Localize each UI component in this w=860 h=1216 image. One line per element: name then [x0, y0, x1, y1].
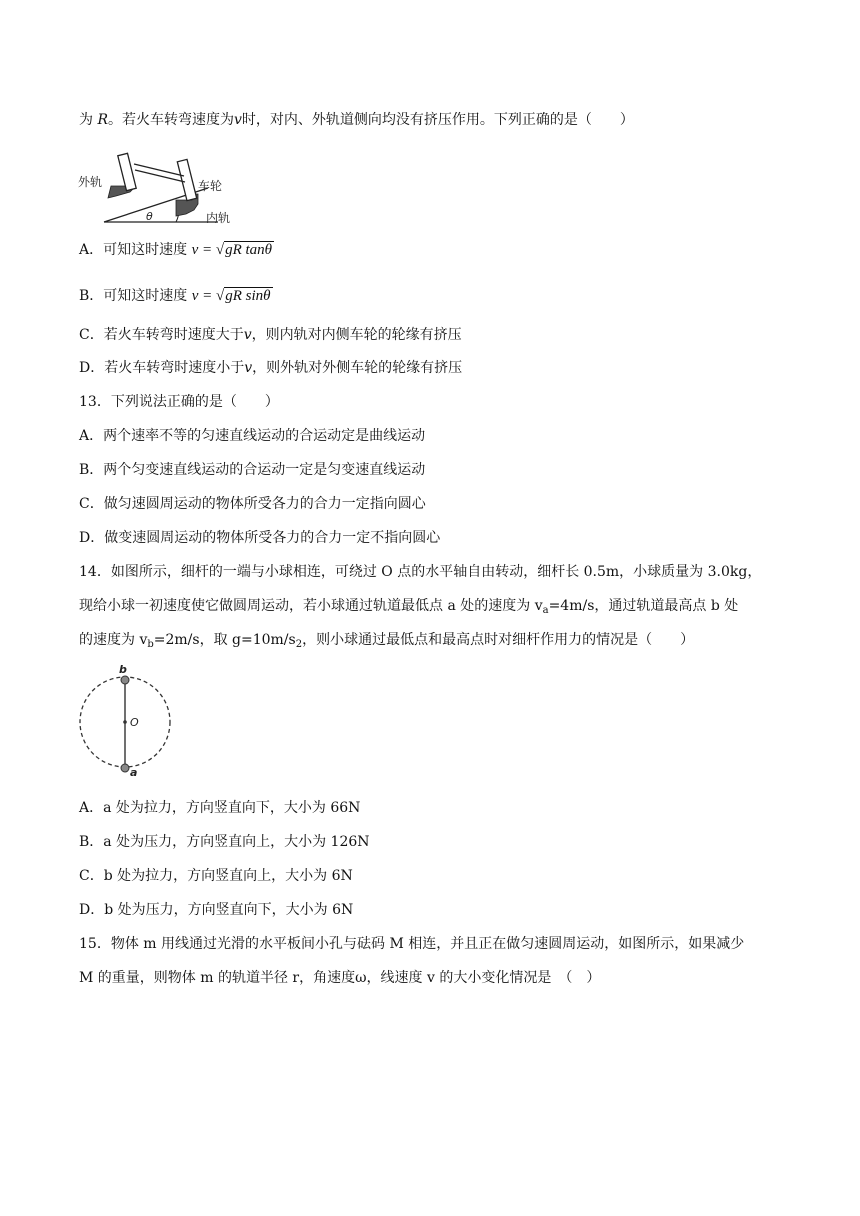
q12-option-c [79, 325, 462, 345]
q12-option-c-text-2: ，则内轨对内侧车轮的轮缘有挤压 [251, 327, 462, 343]
q12-stem-tail [79, 110, 634, 130]
q14-label-o: O [130, 716, 139, 729]
q14-label-b: b [119, 663, 127, 676]
q14-stem-line-2 [79, 596, 738, 621]
q12-option-c-text-1: C．若火车转弯时速度大于 [79, 327, 244, 343]
q13-stem: 13．下列说法正确的是（ ） [79, 394, 279, 410]
q12-stem-text-1: 为 [79, 112, 98, 128]
q15-stem-line-2: M 的重量，则物体 m 的轨道半径 r，角速度ω，线速度 v 的大小变化情况是 （ ） [79, 970, 601, 986]
q15-stem-line-1: 15．物体 m 用线通过光滑的水平板间小孔与砝码 M 相连，并且正在做匀速圆周运动，如图所示，如果减少 [79, 936, 745, 952]
q12-option-b: B．可知这时速度 v = √gR sinθ [79, 288, 271, 304]
q14-option-b: B．a 处为压力，方向竖直向上，大小为 126N [79, 834, 370, 850]
q14-circle-figure [76, 662, 180, 780]
q14-line3-text-2: =2m/s，取 g=10m/s [153, 632, 296, 648]
q12-stem-text-3: 时，对内、外轨道侧向均没有挤压作用。下列正确的是（ ） [241, 112, 634, 128]
q12-option-b-lhs: v = [191, 288, 217, 304]
q12-radius-symbol: R [97, 112, 108, 128]
q12-inner-rail-label: 内轨 [206, 211, 231, 225]
q12-option-d-text-2: ，则外轨对外侧车轮的轮缘有挤压 [252, 360, 463, 376]
q13-option-a: A．两个速率不等的匀速直线运动的合运动定是曲线运动 [79, 428, 426, 444]
q12-wheel-label: 车轮 [198, 179, 223, 193]
q12-option-d-text-1: D．若火车转弯时速度小于 [79, 360, 245, 376]
q14-line2-sub: a [542, 605, 549, 616]
q12-option-a-lhs: v = [191, 242, 216, 258]
q14-line3-sub-2: 2 [295, 639, 303, 650]
q14-stem-line-3 [79, 630, 694, 655]
q12-option-d-v: v [244, 360, 253, 376]
q12-option-a-radicand: gR tanθ [225, 242, 273, 258]
q14-option-c: C．b 处为拉力，方向竖直向上，大小为 6N [79, 868, 353, 884]
q12-option-d [79, 358, 462, 378]
q14-line3-sub-1: b [147, 639, 154, 650]
q13-option-c: C．做匀速圆周运动的物体所受各力的合力一定指向圆心 [79, 496, 426, 512]
q12-option-b-text: B．可知这时速度 [79, 288, 192, 304]
q12-option-b-radicand: gR sinθ [225, 288, 271, 304]
q12-angle-label: θ [146, 210, 153, 223]
q14-line2-text-1: 现给小球一初速度使它做圆周运动，若小球通过轨道最低点 a 处的速度为 v [79, 598, 543, 614]
q13-option-b: B．两个匀变速直线运动的合运动一定是匀变速直线运动 [79, 462, 426, 478]
q14-line3-text-1: 的速度为 v [79, 632, 148, 648]
q12-train-rail-figure [78, 140, 248, 228]
q14-option-a: A．a 处为拉力，方向竖直向下，大小为 66N [79, 800, 361, 816]
q12-option-a-text: A．可知这时速度 [79, 242, 192, 258]
q14-line3-text-3: ，则小球通过最低点和最高点时对细杆作用力的情况是（ ） [302, 632, 695, 648]
q14-line2-text-2: =4m/s，通过轨道最高点 b 处 [548, 598, 739, 614]
q12-option-c-v: v [243, 327, 252, 343]
q12-speed-symbol: v [234, 112, 242, 128]
q13-option-d: D．做变速圆周运动的物体所受各力的合力一定不指向圆心 [79, 530, 441, 546]
q12-option-a: A．可知这时速度 v = √gR tanθ [79, 242, 273, 258]
q12-stem-text-2: 。若火车转弯速度为 [108, 112, 234, 128]
q14-stem-line-1: 14．如图所示，细杆的一端与小球相连，可绕过 O 点的水平轴自由转动，细杆长 0.5m，小球质量为 3.0kg， [79, 564, 762, 580]
q12-outer-rail-label: 外轨 [78, 175, 103, 189]
q14-option-d: D．b 处为压力，方向竖直向下，大小为 6N [79, 902, 354, 918]
q14-label-a: a [130, 766, 138, 779]
